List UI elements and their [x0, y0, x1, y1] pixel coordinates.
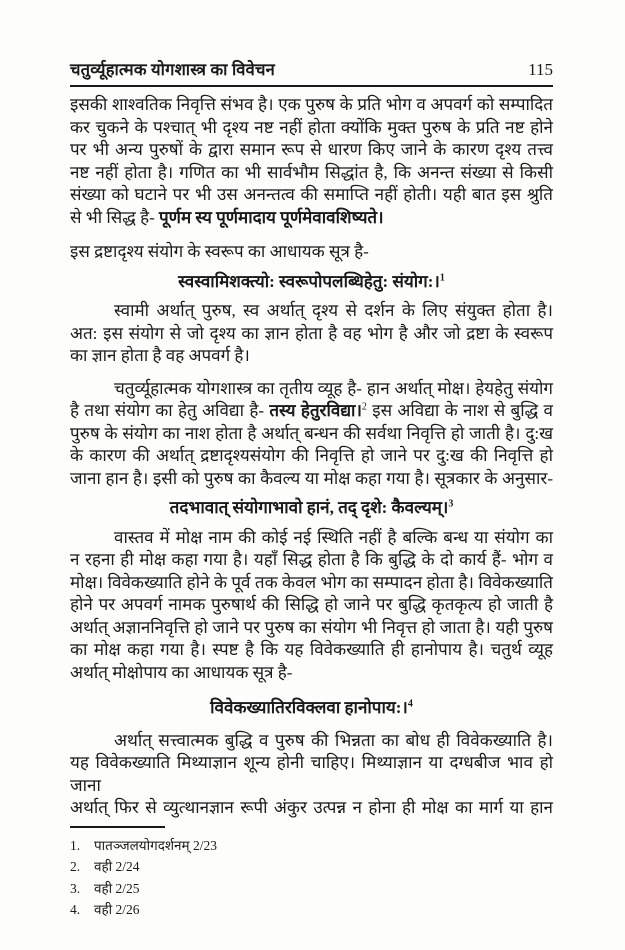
- running-header-title: चतुर्व्यूहात्मक योगशास्त्र का विवेचन: [70, 60, 276, 79]
- footnote-item: [70, 835, 553, 857]
- footnote-ref: 3: [448, 498, 454, 510]
- page-header: [70, 60, 553, 80]
- text-line: [70, 207, 553, 230]
- text-line: [70, 445, 553, 468]
- text-run: पुरुष के संयोग का नाश होता है अर्थात् बन्धन की सर्वथा निवृत्ति हो जाती है। दु:ख: [70, 423, 553, 443]
- text-run: अर्थात् अज्ञाननिवृत्ति हो जाने पर पुरुष का संयोग भी निवृत्त हो जाता है। यही पुरुष: [70, 617, 553, 637]
- text-run: नष्ट नहीं होता है। गणित का भी सार्वभौम सिद्धांत है, कि अनन्त संख्या से किसी: [70, 162, 553, 182]
- text-run: इस द्रष्टादृश्य संयोग के स्वरूप का आधायक सूत्र है-: [70, 242, 369, 261]
- text-line: [70, 549, 553, 572]
- text-line: [70, 323, 553, 346]
- text-line: [70, 241, 553, 264]
- text-run: अत: इस संयोग से जो दृश्य का ज्ञान होता है वह भोग है और जो द्रष्टा के स्वरूप: [70, 323, 553, 343]
- text-run: अर्थात् फिर से व्युत्थानज्ञान रूपी अंकुर उत्पन्न न होना ही मोक्ष का मार्ग या हान: [70, 798, 553, 817]
- text-line: [70, 184, 553, 207]
- text-run: न रहना ही मोक्ष कहा गया है। यहाँ सिद्ध होता है कि बुद्धि के दो कार्य हैं- भोग व: [70, 550, 553, 569]
- text-line: [70, 300, 553, 323]
- text-line: [70, 752, 553, 797]
- footnote-ref: 1: [439, 271, 445, 283]
- text-line: [70, 639, 553, 662]
- text-run: पर भी अन्य पुरुषों के द्वारा समान रूप से धारण किए जाने के कारण दृश्य तत्त्व: [70, 140, 553, 159]
- text-line: [70, 139, 553, 162]
- text-run: यह विवेकख्याति मिथ्याज्ञान शून्य होनी चाहिए। मिथ्याज्ञान या दग्धबीज भाव हो जाना: [70, 753, 553, 795]
- page-number: 115: [528, 60, 553, 79]
- footnote-number: 3.: [70, 880, 81, 896]
- text-run: जाना हान है। इसी को पुरुष का कैवल्य या मोक्ष कहा गया है। सूत्रकार के अनुसार-: [70, 468, 553, 488]
- text-run: का ज्ञान होता है वह अपवर्ग है।: [70, 346, 250, 365]
- text-line: [70, 423, 553, 446]
- sutra-text-run: तदभावात् संयोगाभावो हानं, तद् दृशे: कैवल्यम्।: [169, 498, 449, 517]
- footnote-text: वही 2/25: [94, 880, 140, 896]
- text-run: से भी सिद्ध है-: [70, 207, 160, 227]
- text-run: मोक्ष। विवेकख्याति होने के पूर्व तक केवल भोग का सम्पादन होता है। विवेकख्याति: [70, 572, 553, 592]
- text-line: [70, 468, 553, 491]
- sutra-line: [70, 271, 553, 294]
- footnote-ref: 4: [407, 698, 413, 710]
- text-run: है तथा संयोग का हेतु अविद्या है-: [70, 401, 270, 420]
- header-rule: [70, 85, 553, 87]
- sutra-text-run: तस्य हेतुरविद्या।: [269, 401, 362, 420]
- footnote-number: 2.: [70, 859, 81, 874]
- footnote-item: [70, 899, 553, 921]
- footnote-number: 4.: [70, 902, 81, 917]
- text-line: [70, 94, 553, 117]
- text-run: स्वामी अर्थात् पुरुष, स्व अर्थात् दृश्य से दर्शन के लिए संयुक्त होता है।: [114, 301, 553, 320]
- page-body: [70, 94, 553, 820]
- text-line: [70, 527, 553, 550]
- text-line: [70, 345, 553, 368]
- sutra-line: [70, 697, 553, 720]
- text-line: [70, 162, 553, 185]
- sutra-text-run: पूर्णम स्य पूर्णमादाय पूर्णमेवावशिष्यते।: [159, 207, 384, 227]
- text-run: होने पर अपवर्ग नामक पुरुषार्थ की सिद्धि हो जाने पर बुद्धि कृतकृत्य हो जाती है: [70, 595, 553, 614]
- footnote-item: [70, 878, 553, 900]
- sutra-line: [70, 497, 553, 520]
- text-run: इस अविद्या के नाश से बुद्धि व: [366, 401, 553, 420]
- text-line: [70, 572, 553, 595]
- footnote-text: वही 2/26: [94, 902, 140, 917]
- text-run: अर्थात् मोक्षोपाय का आधायक सूत्र है-: [70, 662, 293, 682]
- text-line: [70, 797, 553, 820]
- text-run: अर्थात् सत्त्वात्मक बुद्धि व पुरुष की भिन्नता का बोध ही विवेकख्याति है।: [114, 730, 553, 750]
- sutra-text-run: स्वस्वामिशक्त्यो: स्वरूपोपलब्धिहेतु: संयोग:।: [178, 271, 440, 291]
- text-line: [70, 662, 553, 685]
- footnote-text: पातञ्जलयोगदर्शनम् 2/23: [94, 837, 217, 853]
- footnotes-section: [70, 826, 553, 921]
- text-run: इसकी शाश्वतिक निवृत्ति संभव है। एक पुरुष के प्रति भोग व अपवर्ग को सम्पादित: [70, 95, 553, 114]
- text-line: [70, 378, 553, 401]
- footnote-item: [70, 856, 553, 878]
- text-run: चतुर्व्यूहात्मक योगशास्त्र का तृतीय व्यूह है- हान अर्थात् मोक्ष। हेयहेतु संयोग: [114, 378, 553, 398]
- text-run: संख्या को घटाने पर भी उस अनन्तत्व की समाप्ति नहीं होती। यही बात इस श्रुति: [70, 185, 553, 204]
- text-line: [70, 594, 553, 617]
- footnote-separator-rule: [70, 826, 165, 828]
- text-run: कर चुकने के पश्चात् भी दृश्य नष्ट नहीं होता क्योंकि मुक्त पुरुष के प्रति नष्ट होने: [70, 117, 553, 137]
- footnote-ref: 2: [361, 401, 367, 413]
- text-line: [70, 400, 553, 423]
- footnote-text: वही 2/24: [94, 859, 140, 874]
- text-line: [70, 617, 553, 640]
- text-run: का मोक्ष कहा गया है। स्पष्ट है कि यह विवेकख्याति ही हानोपाय है। चतुर्थ व्यूह: [70, 640, 553, 659]
- sutra-text-run: विवेकख्यातिरविक्लवा हानोपाय:।: [210, 698, 408, 717]
- footnote-number: 1.: [70, 837, 81, 853]
- text-line: [70, 730, 553, 753]
- footnote-list: [70, 835, 553, 921]
- text-run: के कारण की अर्थात् द्रष्टादृश्यसंयोग की निवृत्ति हो जाने पर दु:ख की निवृत्ति हो: [70, 446, 553, 465]
- text-line: [70, 117, 553, 140]
- text-run: वास्तव में मोक्ष नाम की कोई नई स्थिति नहीं है बल्कि बन्ध या संयोग का: [114, 527, 553, 547]
